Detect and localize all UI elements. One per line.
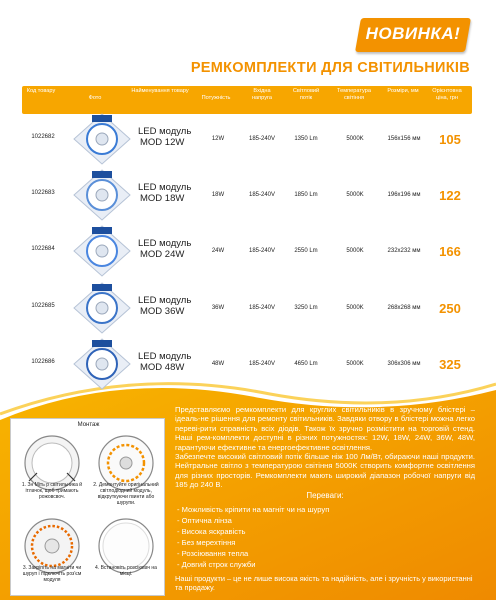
product-price: 166 (439, 244, 461, 259)
new-badge-label: НОВИНКА! (365, 24, 461, 43)
product-temp: 5000K (346, 305, 364, 311)
footer-text: Наші продукти – це не лише висока якість та надійність, але і зручність у використанні та продажу. (175, 574, 473, 593)
header-price: Орієнтовна ціна, грн (432, 88, 462, 101)
step4-text: 4. Встановіть розсіювач на місці. (95, 565, 157, 577)
product-temp: 5000K (346, 248, 364, 254)
product-voltage: 185-240V (248, 136, 276, 142)
advantages-title: Переваги: (306, 491, 344, 500)
product-photo (72, 168, 132, 222)
product-power: 12W (211, 136, 225, 142)
header-voltage: Вхідна напруга (251, 88, 273, 101)
product-temp: 5000K (346, 192, 364, 198)
step1-text: 1. Зн Міть р світильника й ітлачок, щоб тримають рожовсвоч. (21, 482, 83, 500)
product-size: 306х306 мм (387, 361, 421, 367)
header-power: Потужність (201, 95, 231, 101)
product-flux: 1850 Lm (294, 192, 318, 198)
product-power: 48W (211, 361, 225, 367)
product-name-line2: MOD 48W (140, 362, 185, 373)
product-temp: 5000K (346, 136, 364, 142)
product-name-line2: MOD 24W (140, 249, 185, 260)
product-photo (72, 224, 132, 278)
product-flux: 2550 Lm (294, 248, 318, 254)
product-voltage: 185-240V (248, 305, 276, 311)
header-temp: Температура світіння (337, 88, 371, 101)
product-code: 1022682 (31, 134, 55, 140)
product-power: 24W (211, 248, 225, 254)
description-text: Представляємо ремкомплекти для круглих світильників в зручному блістері – ідеаль-не рішення для ремонту світильників. Завдяки отвору в блістері можна легко переві-рити справність всіх діодів. Також їх зручно розмістити на торговій стенд. Наші рем-комплекти доступні в різних потужностях: 12W, 18W, 24W, 36W, 48W, гарантуючи ефективне та енергоефективне освітлення. Забезпечте високий світловий потік більше ніж 100 Лм/Вт, обираючи наші продукти. Нейтральне світло з температурою світіння 5000K створить комфортне освітлення для різних просторів. Ремкомплекти мають широкий діапазон робочої напруги від 185 до 240 В. (175, 405, 475, 490)
product-flux: 3250 Lm (294, 305, 318, 311)
product-code: 1022683 (31, 190, 55, 196)
product-price: 250 (439, 301, 461, 316)
product-code: 1022685 (31, 303, 55, 309)
product-power: 36W (211, 305, 225, 311)
product-code: 1022684 (31, 246, 55, 252)
header-photo: Фото (88, 95, 102, 101)
product-size: 156х156 мм (387, 136, 421, 142)
product-photo (72, 281, 132, 335)
product-voltage: 185-240V (248, 361, 276, 367)
product-voltage: 185-240V (248, 248, 276, 254)
advantage-item: - Розсіювання тепла (177, 549, 249, 558)
install-instructions (10, 418, 165, 596)
product-power: 18W (211, 192, 225, 198)
product-photo (72, 337, 132, 391)
product-temp: 5000K (346, 361, 364, 367)
product-photo (72, 112, 132, 166)
product-name-line1: LED модуль (138, 351, 192, 362)
step2-text: 2. Демонтуйте оригінальний світлодіодний модуль, відкруткуючи гвинти або шурупи. (93, 482, 159, 506)
product-price: 325 (439, 357, 461, 372)
advantage-item: - Можливість кріпити на магніт чи на шуруп (177, 505, 330, 514)
product-name-line1: LED модуль (138, 238, 192, 249)
product-name-line2: MOD 36W (140, 306, 185, 317)
product-name-line2: MOD 18W (140, 193, 185, 204)
product-name-line2: MOD 12W (140, 137, 185, 148)
product-flux: 1350 Lm (294, 136, 318, 142)
product-name-line1: LED модуль (138, 182, 192, 193)
header-name: Найменування товару (131, 88, 189, 94)
header-flux: Світловий потік (292, 88, 320, 101)
product-price: 122 (439, 188, 461, 203)
step3-text: 3. Закріпіть на магніти чи шуруп і підключіть роз'єм модуля (22, 565, 82, 583)
product-price: 105 (439, 132, 461, 147)
advantage-item: - Без мерехтіння (177, 538, 236, 547)
product-code: 1022686 (31, 359, 55, 365)
advantage-item: - Оптична лінза (177, 516, 232, 525)
product-name-line1: LED модуль (138, 295, 192, 306)
page-title: РЕМКОМПЛЕКТИ ДЛЯ СВІТИЛЬНИКІВ (190, 60, 470, 76)
header-code: Код товару (26, 88, 56, 94)
install-title: Монтаж (77, 422, 100, 428)
product-name-line1: LED модуль (138, 126, 192, 137)
product-size: 268х268 мм (387, 305, 421, 311)
product-flux: 4650 Lm (294, 361, 318, 367)
product-voltage: 185-240V (248, 192, 276, 198)
header-size: Розміри, мм (387, 88, 419, 94)
product-size: 196х196 мм (387, 192, 421, 198)
advantage-item: - Висока яскравість (177, 527, 246, 536)
advantage-item: - Довгий строк служби (177, 560, 256, 569)
product-size: 232х232 мм (387, 248, 421, 254)
